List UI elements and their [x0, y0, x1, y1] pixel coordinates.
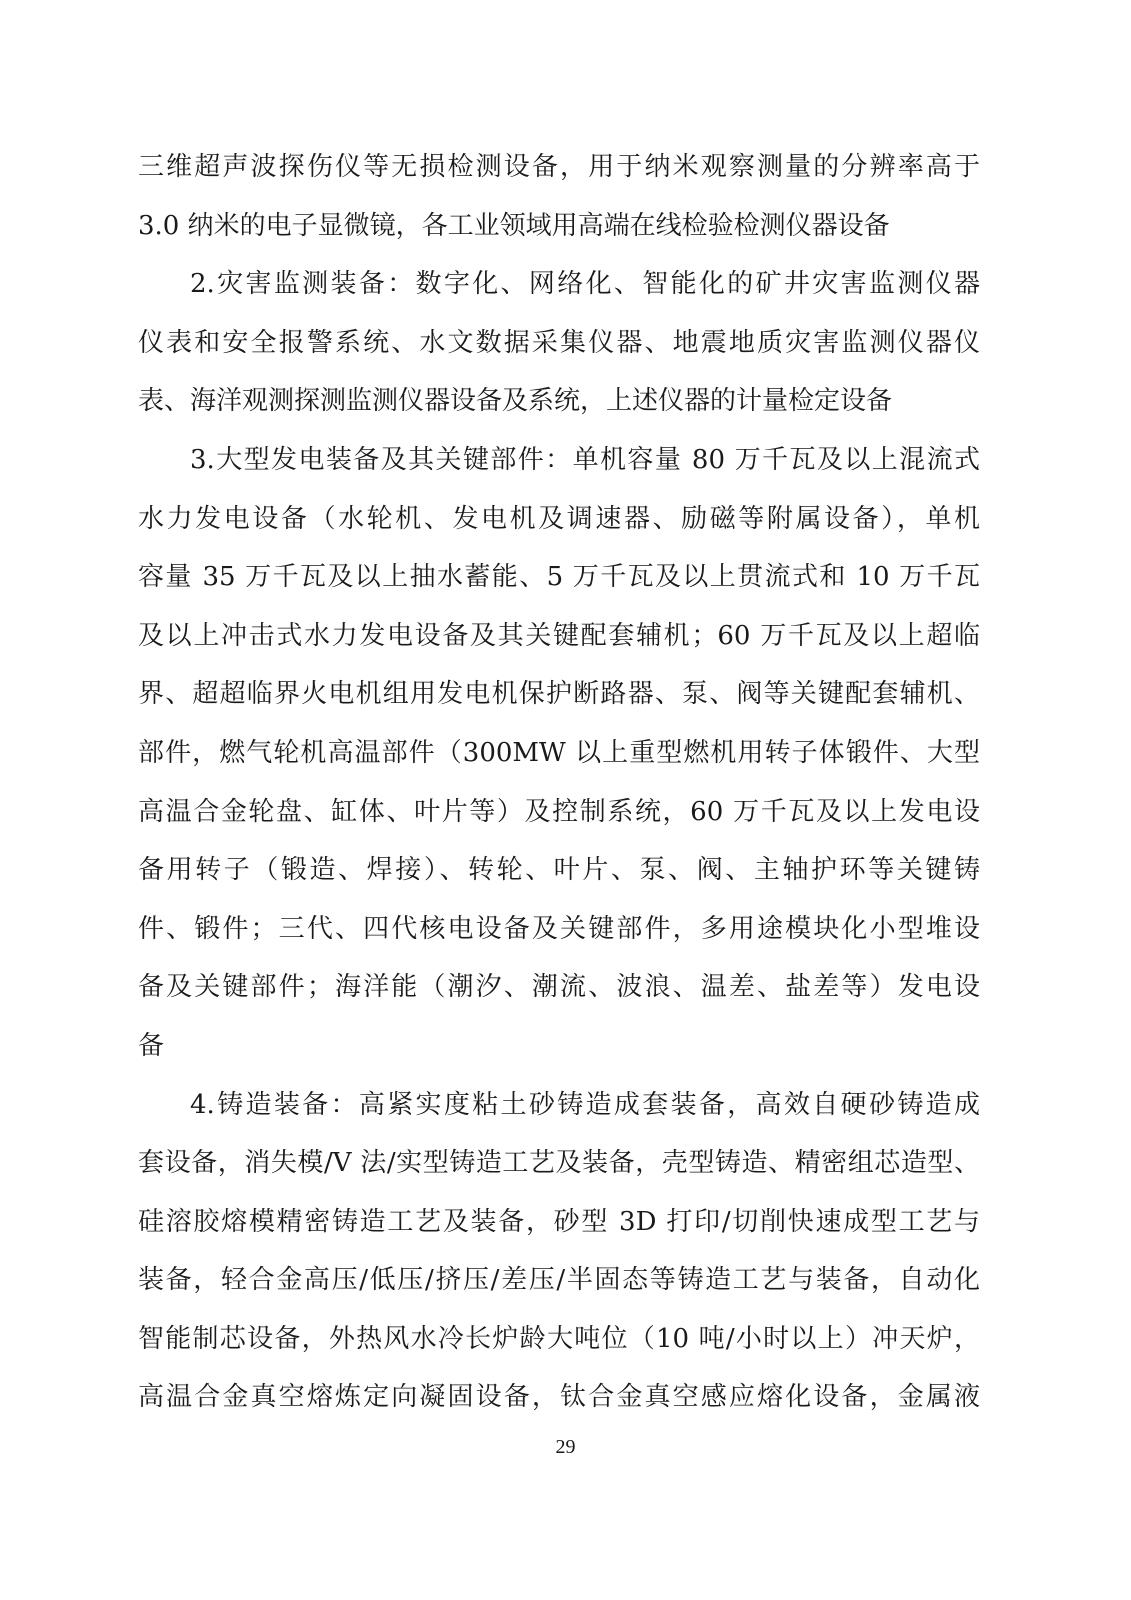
page-number: 29 [555, 1436, 576, 1458]
text-line: 高温合金真空熔炼定向凝固设备，钛合金真空感应熔化设备，金属液 [138, 1382, 980, 1413]
section-3-heading-line: 3.大型发电装备及其关键部件：单机容量 80 万千瓦及以上混流式 [190, 444, 980, 475]
text-line: 水力发电设备（水轮机、发电机及调速器、励磁等附属设备），单机 [138, 503, 980, 534]
text-line: 件、锻件；三代、四代核电设备及关键部件，多用途模块化小型堆设 [138, 913, 980, 944]
text-line: 高温合金轮盘、缸体、叶片等）及控制系统，60 万千瓦及以上发电设 [138, 796, 980, 827]
text-line: 备用转子（锻造、焊接）、转轮、叶片、泵、阀、主轴护环等关键铸 [138, 855, 980, 886]
text-line: 智能制芯设备，外热风水冷长炉龄大吨位（10 吨/小时以上）冲天炉， [138, 1323, 980, 1354]
text-line: 硅溶胶熔模精密铸造工艺及装备，砂型 3D 打印/切削快速成型工艺与 [138, 1206, 980, 1237]
text-line: 套设备，消失模/V 法/实型铸造工艺及装备，壳型铸造、精密组芯造型、 [138, 1148, 980, 1179]
body-text [138, 138, 980, 1427]
text-line: 仪表和安全报警系统、水文数据采集仪器、地震地质灾害监测仪器仪 [138, 327, 980, 358]
text-line: 备 [138, 1030, 165, 1061]
section-2-heading-line: 2.灾害监测装备：数字化、网络化、智能化的矿井灾害监测仪器 [190, 269, 980, 300]
text-line: 三维超声波探伤仪等无损检测设备，用于纳米观察测量的分辨率高于 [138, 152, 980, 182]
section-4-heading-line: 4.铸造装备：高紧实度粘土砂铸造成套装备，高效自硬砂铸造成 [190, 1089, 980, 1120]
text-line: 3.0 纳米的电子显微镜，各工业领域用高端在线检验检测仪器设备 [138, 210, 890, 241]
text-line: 部件，燃气轮机高温部件（300MW 以上重型燃机用转子体锻件、大型 [138, 737, 980, 768]
text-line: 及以上冲击式水力发电设备及其关键配套辅机；60 万千瓦及以上超临 [138, 620, 980, 651]
text-line: 表、海洋观测探测监测仪器设备及系统，上述仪器的计量检定设备 [138, 386, 893, 417]
text-line: 容量 35 万千瓦及以上抽水蓄能、5 万千瓦及以上贯流式和 10 万千瓦 [138, 562, 980, 593]
text-line: 备及关键部件；海洋能（潮汐、潮流、波浪、温差、盐差等）发电设 [138, 972, 980, 1003]
text-line: 装备，轻合金高压/低压/挤压/差压/半固态等铸造工艺与装备，自动化 [138, 1265, 980, 1296]
text-line: 界、超超临界火电机组用发电机保护断路器、泵、阀等关键配套辅机、 [138, 679, 980, 710]
